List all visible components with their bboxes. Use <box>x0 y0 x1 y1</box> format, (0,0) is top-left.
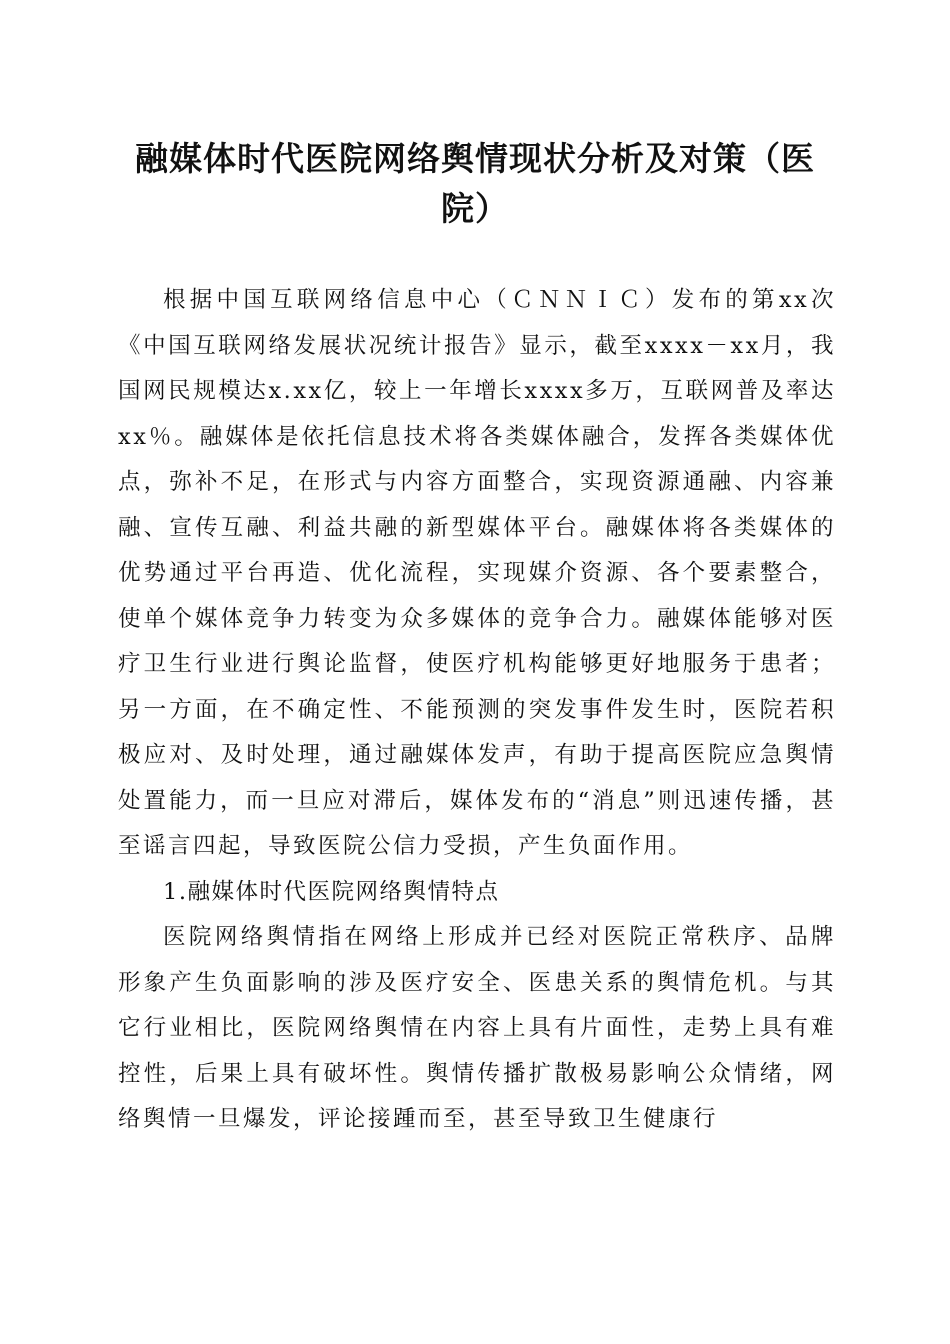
section-heading-1: 1.融媒体时代医院网络舆情特点 <box>163 878 500 905</box>
paragraph-intro: 根据中国互联网络信息中心（ＣＮＮＩＣ）发布的第xx次《中国互联网络发展状况统计报告》显示，截至xxxx－xx月，我国网民规模达x.xx亿，较上一年增长xxxx多万，互联网普及率达xx％。融媒体是依托信息技术将各类媒体融合，发挥各类媒体优点，弥补不足，在形式与内容方面整合，实现资源通融、内容兼融、宣传互融、利益共融的新型媒体平台。融媒体将各类媒体的优势通过平台再造、优化流程，实现媒介资源、各个要素整合，使单个媒体竞争力转变为众多媒体的竞争合力。融媒体能够对医疗卫生行业进行舆论监督，使医疗机构能够更好地服务于患者；另一方面，在不确定性、不能预测的突发事件发生时，医院若积极应对、及时处理，通过融媒体发声，有助于提高医院应急舆情处置能力，而一旦应对滞后，媒体发布的“消息”则迅速传播，甚至谣言四起，导致医院公信力受损，产生负面作用。 <box>118 287 836 859</box>
document-title: 融媒体时代医院网络舆情现状分析及对策（医院） <box>135 139 815 228</box>
paragraph-section1: 医院网络舆情指在网络上形成并已经对医院正常秩序、品牌形象产生负面影响的涉及医疗安全、医患关系的舆情危机。与其它行业相比，医院网络舆情在内容上具有片面性，走势上具有难控性，后果上具有破坏性。舆情传播扩散极易影响公众情绪，网络舆情一旦爆发，评论接踵而至，甚至导致卫生健康行 <box>118 924 836 1132</box>
document-body <box>118 278 836 1143</box>
